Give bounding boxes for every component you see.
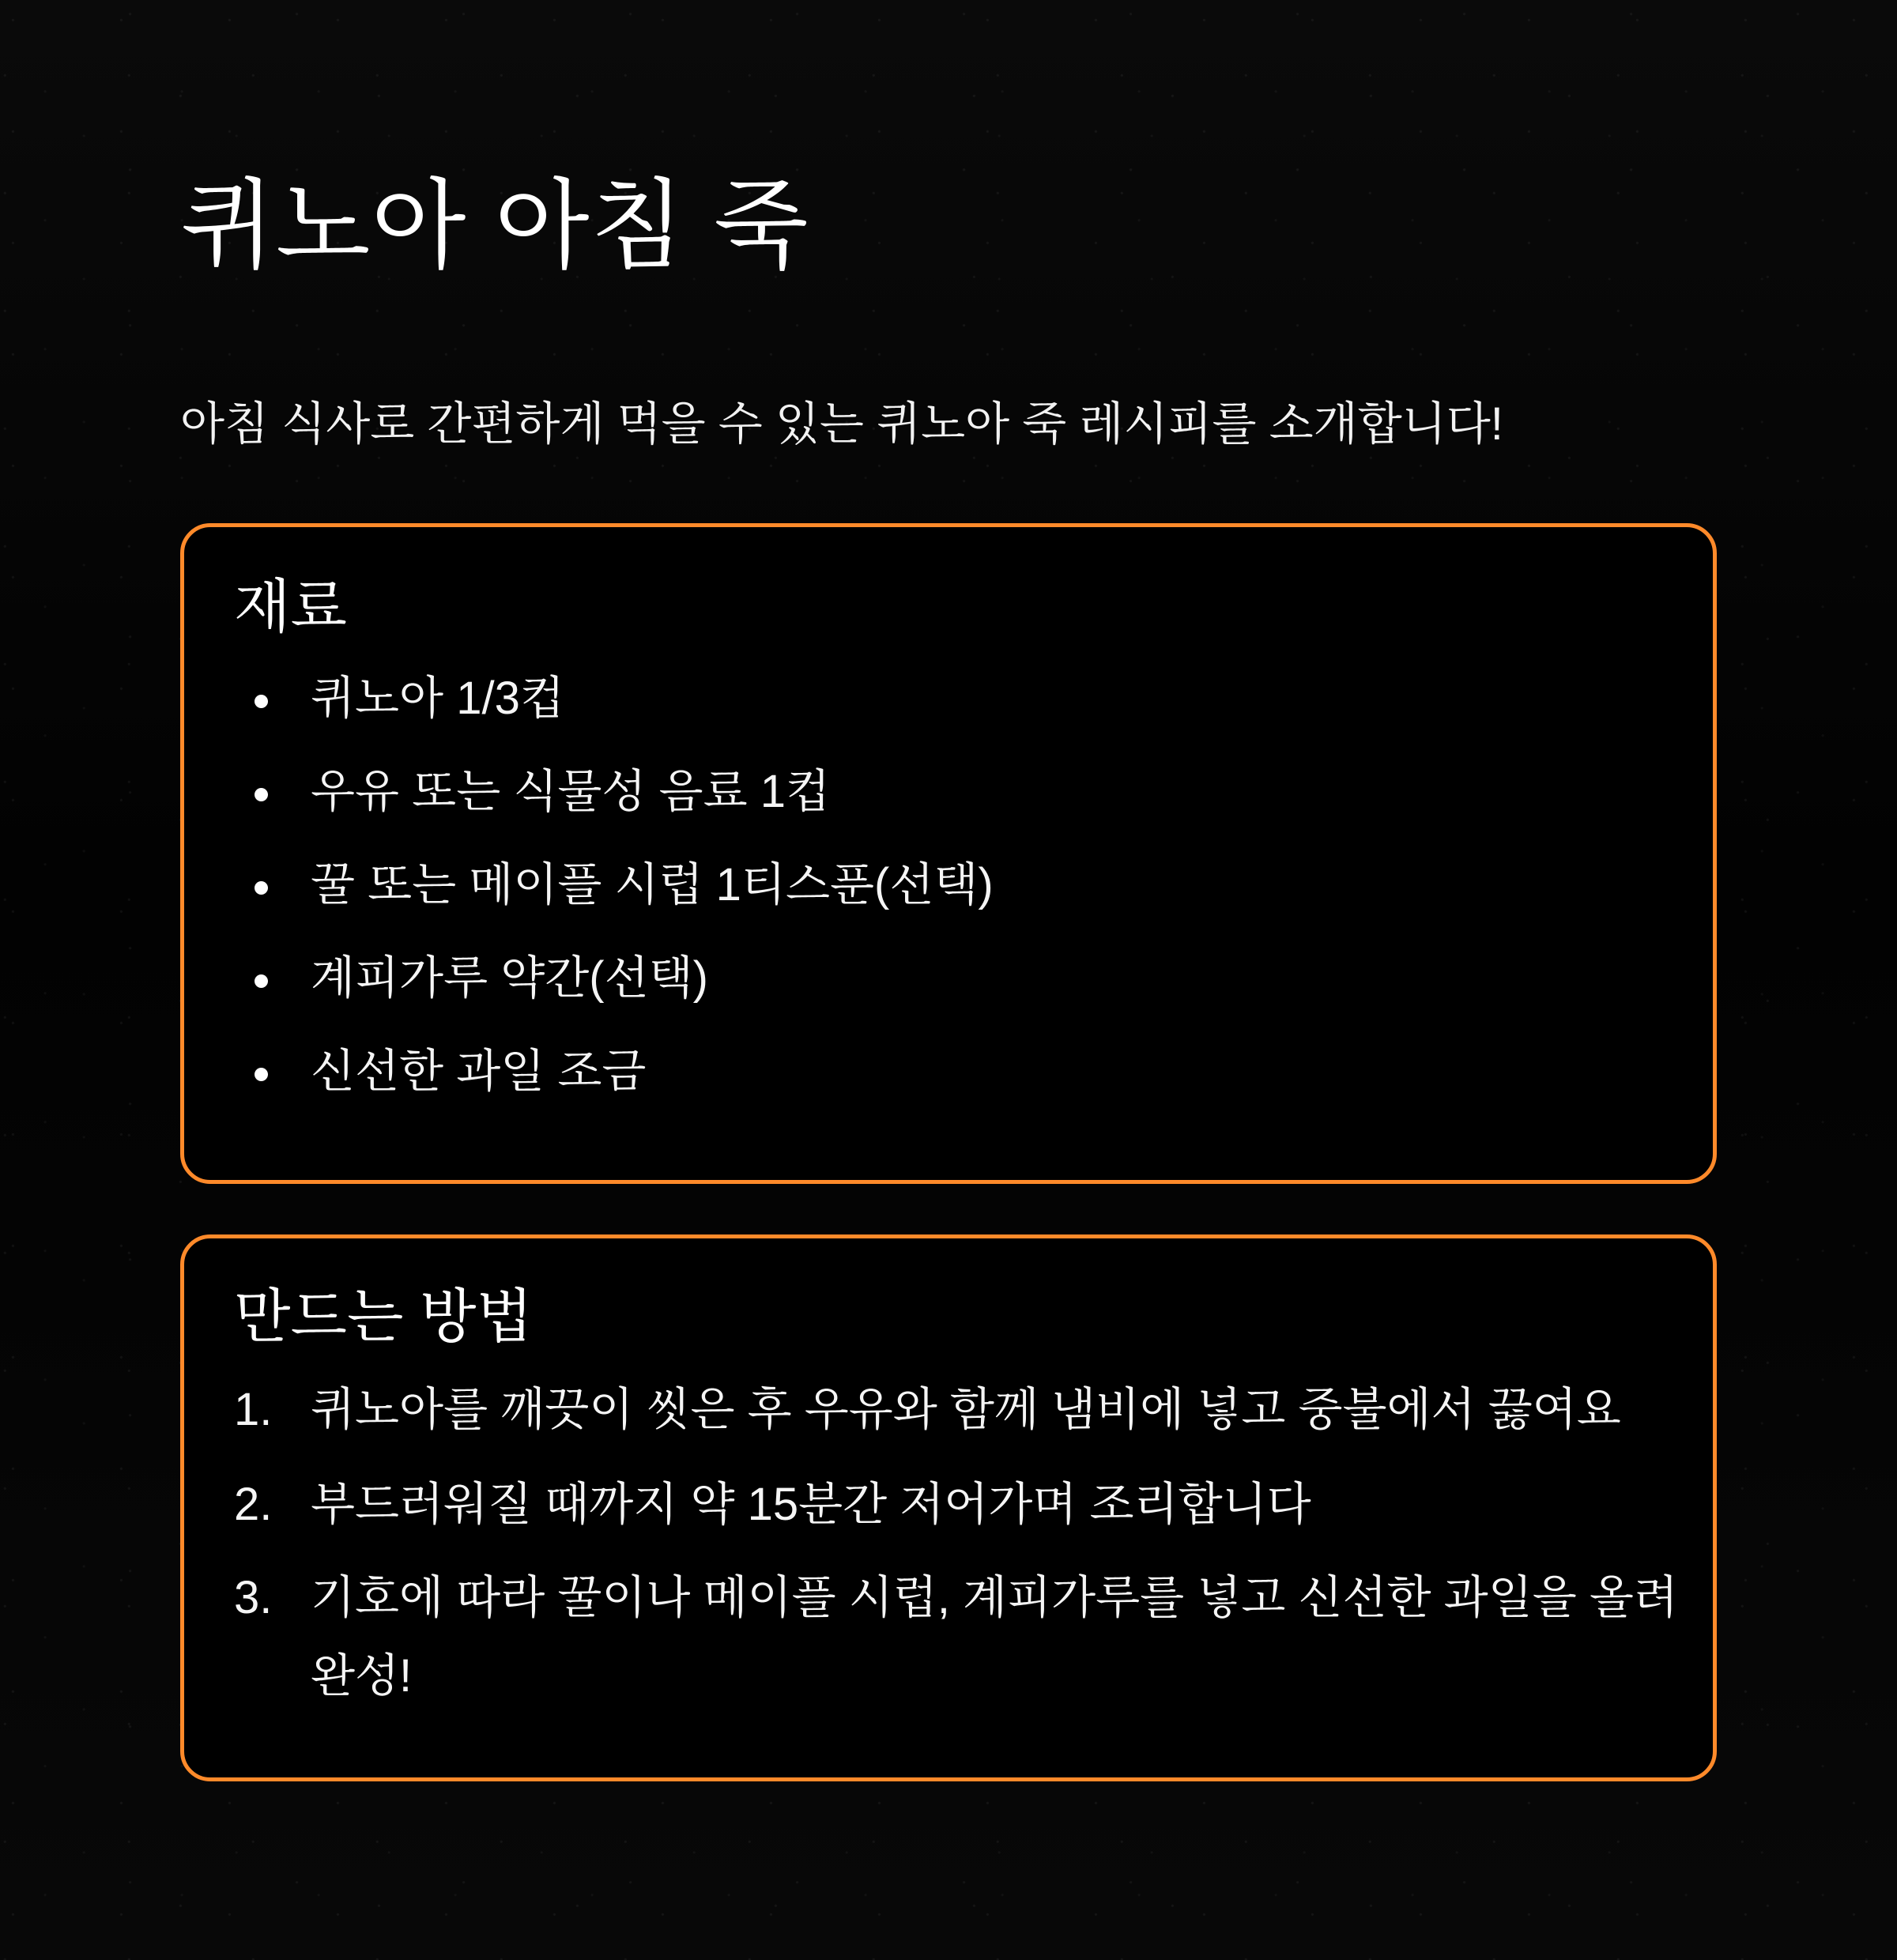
method-card — [180, 1234, 1717, 1781]
step-item — [184, 1559, 1713, 1715]
ingredients-heading: 재료 — [234, 574, 347, 639]
ingredient-item — [184, 671, 1713, 764]
bullet-icon — [255, 881, 268, 895]
ingredient-item — [184, 858, 1713, 951]
bullet-icon — [255, 974, 268, 988]
ingredient-text: 계피가루 약간(선택) — [311, 952, 708, 1004]
bullet-icon — [255, 788, 268, 801]
method-heading: 만드는 방법 — [234, 1283, 533, 1349]
step-item — [184, 1477, 1713, 1572]
bullet-icon — [255, 695, 268, 708]
steps-list — [184, 1382, 1713, 1715]
step-text: 기호에 따라 꿀이나 메이플 시럽, 계피가루를 넣고 신선한 과일을 올려 완성! — [311, 1572, 1678, 1702]
ingredient-text: 꿀 또는 메이플 시럽 1티스푼(선택) — [311, 859, 994, 910]
ingredient-item — [184, 1044, 1713, 1137]
step-text: 퀴노아를 깨끗이 씻은 후 우유와 함께 냄비에 넣고 중불에서 끓여요 — [311, 1384, 1621, 1435]
step-text: 부드러워질 때까지 약 15분간 저어가며 조리합니다 — [311, 1479, 1311, 1530]
ingredient-text: 신선한 과일 조금 — [311, 1046, 647, 1097]
bullet-icon — [255, 1068, 268, 1081]
ingredient-text: 우유 또는 식물성 음료 1컵 — [311, 766, 830, 817]
step-number: 2. — [234, 1479, 273, 1530]
ingredients-list — [184, 671, 1713, 1137]
step-item — [184, 1382, 1713, 1477]
recipe-intro: 아침 식사로 간편하게 먹을 수 있는 퀴노아 죽 레시피를 소개합니다! — [180, 398, 1503, 450]
ingredient-text: 퀴노아 1/3컵 — [311, 673, 564, 724]
ingredient-item — [184, 951, 1713, 1044]
step-number: 3. — [234, 1572, 273, 1623]
ingredients-card — [180, 523, 1717, 1184]
ingredient-item — [184, 764, 1713, 858]
step-number: 1. — [234, 1384, 273, 1435]
page-title: 퀴노아 아침 죽 — [180, 172, 809, 281]
